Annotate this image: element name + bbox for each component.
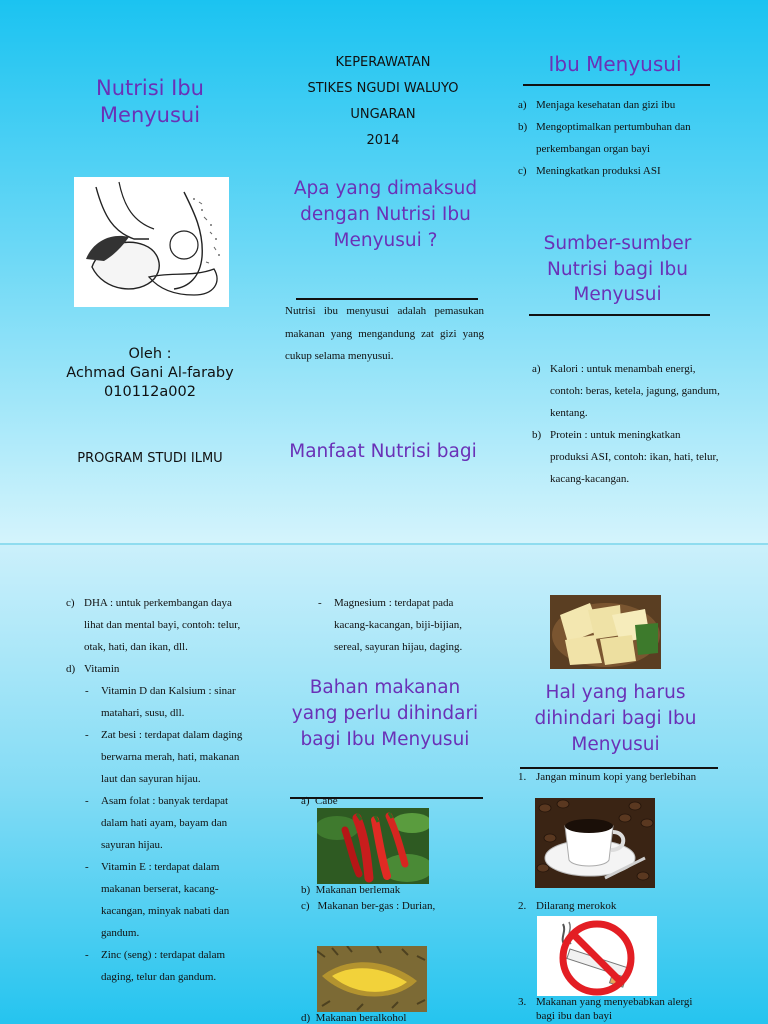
food-item <box>301 900 485 912</box>
mineral-text: Magnesium : terdapat pada kacang-kacangan, biji-bijian, sereal, sayuran hijau, daging. <box>334 597 463 653</box>
list-marker: 1. <box>518 771 527 783</box>
source-text: Protein : untuk meningkatkan produksi ASI, contoh: ikan, hati, telur, kacang-kacangan. <box>550 429 719 485</box>
cover-title: Nutrisi Ibu Menyusui <box>95 76 204 127</box>
list-marker: b) <box>301 884 311 896</box>
benefit-item <box>518 116 726 160</box>
vitamin-text: Zinc (seng) : terdapat dalam daging, telur dan gandum. <box>101 949 226 983</box>
benefit-text: Meningkatkan produksi ASI <box>536 165 661 177</box>
vitamin-text: Vitamin D dan Kalsium : sinar matahari, susu, dll. <box>101 685 236 719</box>
coffee-photo-icon <box>535 798 655 888</box>
institution-line: KEPERAWATAN <box>335 55 431 70</box>
chili-photo-icon <box>317 808 429 884</box>
author-name: Achmad Gani Al-faraby <box>66 365 234 381</box>
vitamin-text: Zat besi : terdapat dalam daging berwarna merah, hati, makanan laut dan sayuran hijau. <box>101 729 243 785</box>
list-marker: a) <box>301 795 310 807</box>
food-item <box>301 795 338 807</box>
food-item <box>301 884 400 896</box>
benefit-heading: Manfaat Nutrisi bagi <box>289 441 477 462</box>
list-marker: 2. <box>518 900 527 912</box>
avoid-heading: Hal yang harus dihindari bagi Ibu Menyusui <box>534 682 697 755</box>
benefit-text: Mengoptimalkan pertumbuhan dan perkembangan organ bayi <box>536 121 691 155</box>
institution-line: UNGARAN <box>350 107 416 122</box>
vitamin-text: Asam folat : banyak terdapat dalam hati ayam, bayam dan sayuran hijau. <box>101 795 229 851</box>
vitamin-item: - Asam folat : banyak terdapat dalam hati ayam, bayam dan sayuran hijau. <box>85 795 229 851</box>
food-text: Cabe <box>315 795 338 807</box>
institution-line: 2014 <box>366 133 400 148</box>
institution-block <box>283 50 483 154</box>
list-marker: b) <box>532 429 542 441</box>
definition-text: Nutrisi ibu menyusui adalah pemasukan makanan yang mengandung zat gizi yang cukup selama menyusui. <box>285 305 484 362</box>
avoid-text: Jangan minum kopi yang berlebihan <box>536 771 697 783</box>
food-text: Makanan ber-gas : Durian, <box>317 900 436 912</box>
durian-photo-icon <box>317 946 427 1012</box>
list-marker: a) <box>532 363 541 375</box>
no-smoking-sign-icon <box>537 916 657 996</box>
vitamin-item: - Vitamin D dan Kalsium : sinar matahari, susu, dll. <box>85 685 236 719</box>
food-text: Makanan berlemak <box>315 884 401 896</box>
vitamin-item: - Vitamin E : terdapat dalam makanan berserat, kacang-kacangan, minyak nabati dan gandum. <box>85 861 230 939</box>
nutrient-text: DHA : untuk perkembangan daya lihat dan mental bayi, contoh: telur, otak, hati, dan ikan, dll. <box>84 597 241 653</box>
vitamin-text: Vitamin E : terdapat dalam makanan berserat, kacang-kacangan, minyak nabati dan gandum. <box>101 861 230 939</box>
benefit-item <box>518 160 726 182</box>
breastfeeding-illustration-icon <box>74 177 229 307</box>
tape-food-photo-icon <box>550 595 661 669</box>
vitamin-item: - Zat besi : terdapat dalam daging berwarna merah, hati, makanan laut dan sayuran hijau. <box>85 729 243 785</box>
mineral-item: - Magnesium : terdapat pada kacang-kacangan, biji-bijian, sereal, sayuran hijau, daging. <box>318 597 463 653</box>
source-item <box>532 358 720 424</box>
list-marker: c) <box>301 900 310 912</box>
source-text: Kalori : untuk menambah energi, contoh: beras, ketela, jagung, gandum, kentang. <box>550 363 720 419</box>
benefit-text: Menjaga kesehatan dan gizi ibu <box>536 99 676 111</box>
list-marker: 3. <box>518 996 527 1008</box>
program-label: PROGRAM STUDI ILMU <box>77 451 223 466</box>
list-marker: a) <box>518 99 527 111</box>
list-marker: c) <box>518 165 527 177</box>
list-marker: d) <box>66 663 76 675</box>
avoid-item <box>518 900 708 912</box>
avoid-text: Makanan yang menyebabkan alergi bagi ibu dan bayi <box>536 996 693 1022</box>
avoid-food-heading: Bahan makanan yang perlu dihindari bagi Ibu Menyusui <box>291 677 479 750</box>
brochure-page-inner <box>0 545 768 1024</box>
avoid-text: Dilarang merokok <box>536 900 617 912</box>
food-text: Makanan beralkohol <box>315 1012 407 1024</box>
list-marker: d) <box>301 1012 311 1024</box>
source-item <box>532 424 720 490</box>
nutrient-text: Vitamin <box>84 663 120 675</box>
heading-rule <box>529 314 710 316</box>
heading-rule <box>520 767 718 769</box>
heading-rule <box>523 84 710 86</box>
list-marker: b) <box>518 121 528 133</box>
list-marker: c) <box>66 597 75 609</box>
vitamin-item: - Zinc (seng) : terdapat dalam daging, telur dan gandum. <box>85 949 226 983</box>
benefit-heading-cont: Ibu Menyusui <box>548 52 682 76</box>
student-id: 010112a002 <box>104 384 196 400</box>
nutrient-item <box>66 658 254 680</box>
avoid-item <box>518 770 708 784</box>
definition-heading: Apa yang dimaksud dengan Nutrisi Ibu Menyusui ? <box>293 178 478 251</box>
nutrient-item <box>66 592 254 658</box>
benefit-item <box>518 94 726 116</box>
food-item <box>301 1012 406 1024</box>
institution-line: STIKES NGUDI WALUYO <box>307 81 459 96</box>
avoid-item <box>518 995 708 1023</box>
oleh-label: Oleh : <box>128 346 172 362</box>
sources-heading: Sumber-sumber Nutrisi bagi Ibu Menyusui <box>543 233 692 305</box>
